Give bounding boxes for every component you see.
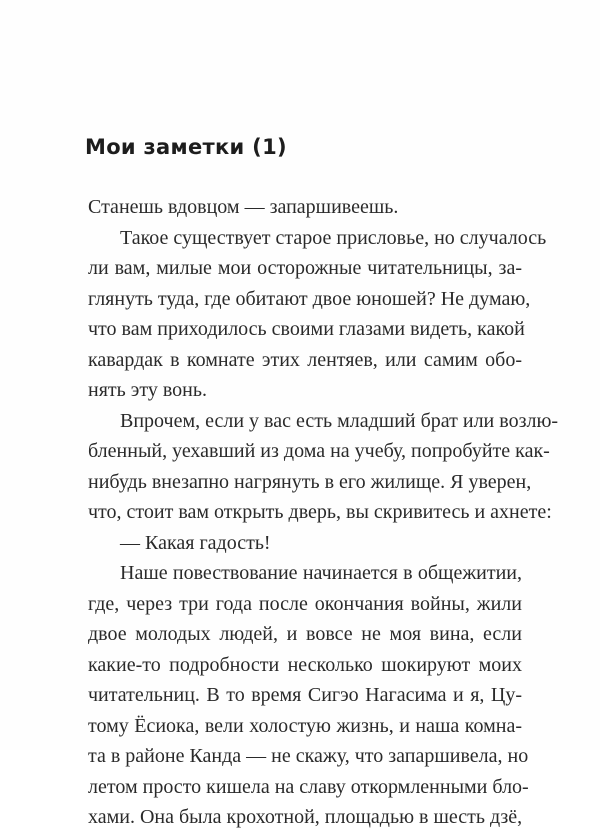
chapter-title: Мои заметки (1) — [85, 135, 287, 159]
text-line: тому Ёсиока, вели холостую жизнь, и наша комна- — [88, 714, 522, 737]
text-line: что, стоит вам открыть дверь, вы скривитесь и ахнете: — [88, 501, 552, 523]
text-line: нять эту вонь. — [88, 379, 207, 401]
text-line: хами. Она была крохотной, площадью в шесть дзё, — [88, 806, 523, 828]
text-line: Станешь вдовцом — запаршивеешь. — [88, 196, 399, 218]
text-line: та в районе Канда — не скажу, что запаршивела, но — [88, 745, 529, 767]
text-line: Такое существует старое присловье, но случалось — [120, 226, 547, 249]
text-line: ли вам, милые мои осторожные читательницы, за- — [88, 257, 522, 279]
text-line: глянуть туда, где обитают двое юношей? Не думаю, — [88, 287, 531, 310]
text-line: Наше повествование начинается в общежитии, — [120, 562, 522, 584]
body-text — [88, 192, 559, 833]
text-line: какие-то подробности несколько шокируют моих — [88, 653, 522, 676]
text-line: читательниц. В то время Сигэо Нагасима и я, Цу- — [88, 684, 522, 706]
text-line: двое молодых людей, и вовсе не моя вина, если — [88, 623, 522, 645]
text-line: где, через три года после окончания войны, жили — [88, 592, 522, 615]
text-line: что вам приходилось своими глазами видеть, какой — [88, 318, 525, 340]
text-line: кавардак в комнате этих лентяев, или самим обо- — [88, 348, 522, 371]
text-line: нибудь внезапно нагрянуть в его жилище. Я уверен, — [88, 470, 532, 493]
text-line: — Какая гадость! — [120, 531, 271, 554]
text-line: летом просто кишела на славу откормленными бло- — [88, 775, 529, 798]
text-line: Впрочем, если у вас есть младший брат или возлю- — [120, 409, 559, 432]
text-line: бленный, уехавший из дома на учебу, попробуйте как- — [88, 440, 550, 462]
